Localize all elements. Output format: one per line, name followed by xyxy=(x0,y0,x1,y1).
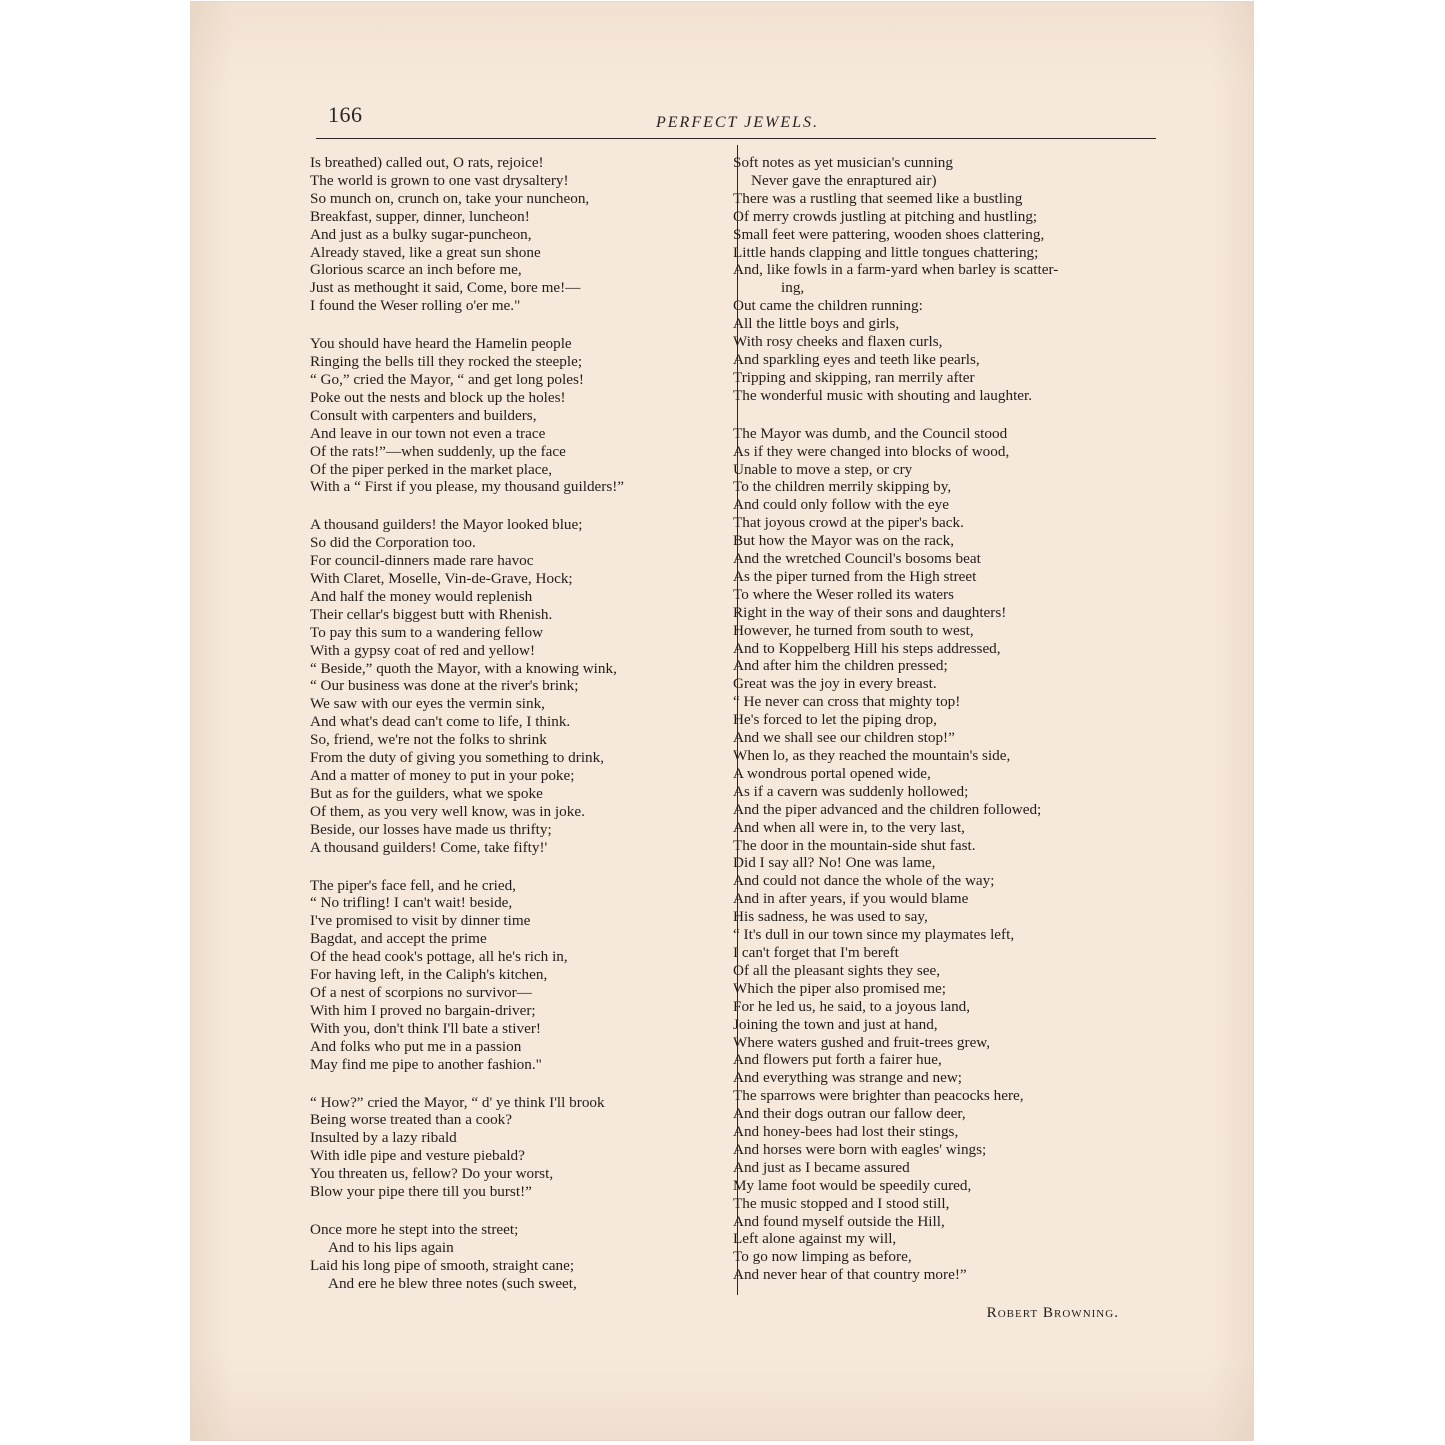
poem-line: Of merry crowds justling at pitching and hustling; xyxy=(733,207,1038,225)
poem-line: And never hear of that country more!” xyxy=(733,1266,967,1284)
poem-line: With him I proved no bargain-driver; xyxy=(310,1001,536,1019)
right-column-stanzas xyxy=(733,154,1143,1284)
poem-line: We saw with our eyes the vermin sink, xyxy=(310,695,545,713)
poem-line: Of the piper perked in the market place, xyxy=(310,460,553,478)
poem-line: Beside, our losses have made us thrifty; xyxy=(310,820,552,838)
poem-line: Glorious scarce an inch before me, xyxy=(310,261,522,279)
poem-line: And half the money would replenish xyxy=(310,587,533,605)
poem-line: Their cellar's biggest butt with Rhenish. xyxy=(310,605,553,623)
poem-line: So did the Corporation too. xyxy=(310,534,476,552)
stanza xyxy=(310,877,730,1074)
poem-line: His sadness, he was used to say, xyxy=(733,908,928,926)
poem-line: As if they were changed into blocks of wood, xyxy=(733,442,1010,460)
poem-line: So munch on, crunch on, take your nuncheon, xyxy=(310,189,590,207)
poem-line: Poke out the nests and block up the holes! xyxy=(310,388,566,406)
poem-line: Where waters gushed and fruit-trees grew, xyxy=(733,1033,991,1051)
poem-line: And horses were born with eagles' wings; xyxy=(733,1140,987,1158)
poem-line: With you, don't think I'll bate a stiver! xyxy=(310,1019,541,1037)
poem-line: And their dogs outran our fallow deer, xyxy=(733,1105,966,1123)
poem-line: He's forced to let the piping drop, xyxy=(733,711,937,729)
poem-line: Already staved, like a great sun shone xyxy=(310,243,541,261)
poem-line: And just as a bulky sugar-puncheon, xyxy=(310,225,532,243)
poem-line: The sparrows were brighter than peacocks here, xyxy=(733,1087,1024,1105)
poem-line: Small feet were pattering, wooden shoes clattering, xyxy=(733,225,1045,243)
poem-line: “ It's dull in our town since my playmates left, xyxy=(733,926,1015,944)
poem-line: For he led us, he said, to a joyous land, xyxy=(733,997,971,1015)
right-column xyxy=(733,154,1143,1322)
poem-line: As if a cavern was suddenly hollowed; xyxy=(733,782,969,800)
stanza xyxy=(310,154,730,315)
poem-line: When lo, as they reached the mountain's side, xyxy=(733,747,1011,764)
poem-line: “ Go,” cried the Mayor, “ and get long poles! xyxy=(310,370,584,388)
poem-line: The Mayor was dumb, and the Council stood xyxy=(733,424,1008,442)
poem-line: And could only follow with the eye xyxy=(733,496,949,514)
poem-line: And to his lips again xyxy=(328,1238,454,1256)
poem-line: Right in the way of their sons and daughters! xyxy=(733,603,1007,621)
poem-line: Just as methought it said, Come, bore me!— xyxy=(310,279,581,297)
poem-line: You threaten us, fellow? Do your worst, xyxy=(310,1165,554,1183)
poem-line: As the piper turned from the High street xyxy=(733,567,977,585)
poem-line: “ Beside,” quoth the Mayor, with a knowing wink, xyxy=(310,659,617,677)
poem-line: A thousand guilders! the Mayor looked blue; xyxy=(310,516,583,534)
poem-line: Soft notes as yet musician's cunning xyxy=(733,154,953,171)
poem-line: For council-dinners made rare havoc xyxy=(310,552,534,570)
header-rule xyxy=(316,138,1156,139)
poem-line: And everything was strange and new; xyxy=(733,1069,963,1087)
poem-line: With rosy cheeks and flaxen curls, xyxy=(733,333,943,351)
poem-line: Ringing the bells till they rocked the steeple; xyxy=(310,353,583,371)
poem-line: All the little boys and girls, xyxy=(733,315,900,333)
poem-line: Unable to move a step, or cry xyxy=(733,460,913,478)
poem-line: From the duty of giving you something to drink, xyxy=(310,749,605,767)
poem-line: With a gypsy coat of red and yellow! xyxy=(310,641,536,659)
poem-line: The world is grown to one vast drysaltery! xyxy=(310,171,569,189)
stanza xyxy=(310,1094,730,1201)
poem-line: You should have heard the Hamelin people xyxy=(310,335,572,353)
poem-line: And the piper advanced and the children followed; xyxy=(733,800,1042,818)
poem-line: And leave in our town not even a trace xyxy=(310,424,546,442)
stanza xyxy=(310,335,730,496)
left-column xyxy=(310,154,730,1313)
poem-line: Of a nest of scorpions no survivor— xyxy=(310,983,532,1001)
poem-line: Joining the town and just at hand, xyxy=(733,1015,938,1033)
poem-line: “ No trifling! I can't wait! beside, xyxy=(310,894,513,912)
poem-line: Consult with carpenters and builders, xyxy=(310,406,537,424)
poem-line: There was a rustling that seemed like a bustling xyxy=(733,189,1023,207)
poem-line: Never gave the enraptured air) xyxy=(751,171,937,189)
poem-line: And the wretched Council's bosoms beat xyxy=(733,550,981,568)
poem-line: Blow your pipe there till you burst!” xyxy=(310,1183,532,1201)
poem-line: Bagdat, and accept the prime xyxy=(310,930,487,948)
poem-line: Laid his long pipe of smooth, straight cane; xyxy=(310,1256,575,1274)
poem-line: And in after years, if you would blame xyxy=(733,890,969,908)
poem-line: Being worse treated than a cook? xyxy=(310,1111,512,1129)
poem-line: I found the Weser rolling o'er me." xyxy=(310,297,521,315)
poem-line: ing, xyxy=(781,279,805,297)
poem-line: And after him the children pressed; xyxy=(733,657,948,675)
running-title: PERFECT JEWELS. xyxy=(656,114,820,131)
poem-line: With idle pipe and vesture piebald? xyxy=(310,1147,525,1165)
poem-line: To the children merrily skipping by, xyxy=(733,478,952,496)
poem-line: And, like fowls in a farm-yard when barley is scatter- xyxy=(733,261,1059,279)
poem-line: And could not dance the whole of the way; xyxy=(733,872,995,890)
poem-line: But as for the guilders, what we spoke xyxy=(310,784,543,802)
page-number: 166 xyxy=(328,102,363,127)
poem-line: Insulted by a lazy ribald xyxy=(310,1129,457,1147)
poem-line: That joyous crowd at the piper's back. xyxy=(733,514,964,532)
poem-line: Tripping and skipping, ran merrily after xyxy=(733,368,975,386)
poem-line: With Claret, Moselle, Vin-de-Grave, Hock; xyxy=(310,570,573,588)
poem-line: Breakfast, supper, dinner, luncheon! xyxy=(310,207,530,225)
poem-line: And honey-bees had lost their stings, xyxy=(733,1123,959,1141)
poem-line: To go now limping as before, xyxy=(733,1248,912,1266)
poem-line: Of them, as you very well know, was in joke. xyxy=(310,802,585,820)
poem-line: Which the piper also promised me; xyxy=(733,979,946,997)
poem-line: And we shall see our children stop!” xyxy=(733,729,955,747)
poem-line: To pay this sum to a wandering fellow xyxy=(310,623,544,641)
poem-line: Of all the pleasant sights they see, xyxy=(733,961,941,979)
poem-line: And sparkling eyes and teeth like pearls, xyxy=(733,350,980,368)
poem-line: The wonderful music with shouting and laughter. xyxy=(733,386,1033,404)
stanza xyxy=(310,516,730,856)
poem-line: A thousand guilders! Come, take fifty!' xyxy=(310,838,548,856)
poem-line: And flowers put forth a fairer hue, xyxy=(733,1051,942,1069)
poem-line: Of the rats!”—when suddenly, up the face xyxy=(310,442,566,460)
poem-line: For having left, in the Caliph's kitchen, xyxy=(310,966,548,984)
poem-line: However, he turned from south to west, xyxy=(733,621,974,639)
poem-line: “ How?” cried the Mayor, “ d' ye think I'll brook xyxy=(310,1093,605,1111)
poem-line: And found myself outside the Hill, xyxy=(733,1212,945,1230)
poem-line: And a matter of money to put in your poke; xyxy=(310,767,575,784)
poem-line: To where the Weser rolled its waters xyxy=(733,585,954,603)
poem-line: Left alone against my will, xyxy=(733,1230,897,1248)
poem-line: A wondrous portal opened wide, xyxy=(733,764,931,782)
poem-line: My lame foot would be speedily cured, xyxy=(733,1176,972,1194)
poem-line: I can't forget that I'm bereft xyxy=(733,943,899,961)
poem-line: Little hands clapping and little tongues chattering; xyxy=(733,243,1039,261)
poem-line: So, friend, we're not the folks to shrink xyxy=(310,731,547,749)
poem-attribution: Robert Browning. xyxy=(986,1304,1119,1322)
poem-line: And just as I became assured xyxy=(733,1158,910,1176)
poem-line: I've promised to visit by dinner time xyxy=(310,912,531,930)
poem-line: The music stopped and I stood still, xyxy=(733,1194,950,1212)
poem-line: And ere he blew three notes (such sweet, xyxy=(328,1274,577,1292)
poem-line: Once more he stept into the street; xyxy=(310,1220,519,1238)
poem-line: Out came the children running: xyxy=(733,297,923,315)
poem-line: May find me pipe to another fashion." xyxy=(310,1055,542,1073)
poem-line: “ Our business was done at the river's brink; xyxy=(310,677,579,695)
poem-line: And to Koppelberg Hill his steps addressed, xyxy=(733,639,1001,657)
poem-line: “ He never can cross that mighty top! xyxy=(733,693,961,711)
poem-line: But how the Mayor was on the rack, xyxy=(733,532,955,550)
poem-line: And when all were in, to the very last, xyxy=(733,818,965,836)
poem-line: Of the head cook's pottage, all he's rich in, xyxy=(310,948,568,966)
stanza xyxy=(733,154,1143,405)
poem-line: And what's dead can't come to life, I think. xyxy=(310,713,571,731)
poem-line: And folks who put me in a passion xyxy=(310,1037,522,1055)
poem-line: Did I say all? No! One was lame, xyxy=(733,854,936,872)
poem-line: Is breathed) called out, O rats, rejoice! xyxy=(310,154,544,171)
poem-line: The door in the mountain-side shut fast. xyxy=(733,836,976,854)
stanza xyxy=(733,425,1143,1285)
poem-line: The piper's face fell, and he cried, xyxy=(310,876,516,894)
stanza xyxy=(310,1221,730,1293)
poem-line: Great was the joy in every breast. xyxy=(733,675,937,693)
poem-line: With a “ First if you please, my thousand guilders!” xyxy=(310,478,625,496)
